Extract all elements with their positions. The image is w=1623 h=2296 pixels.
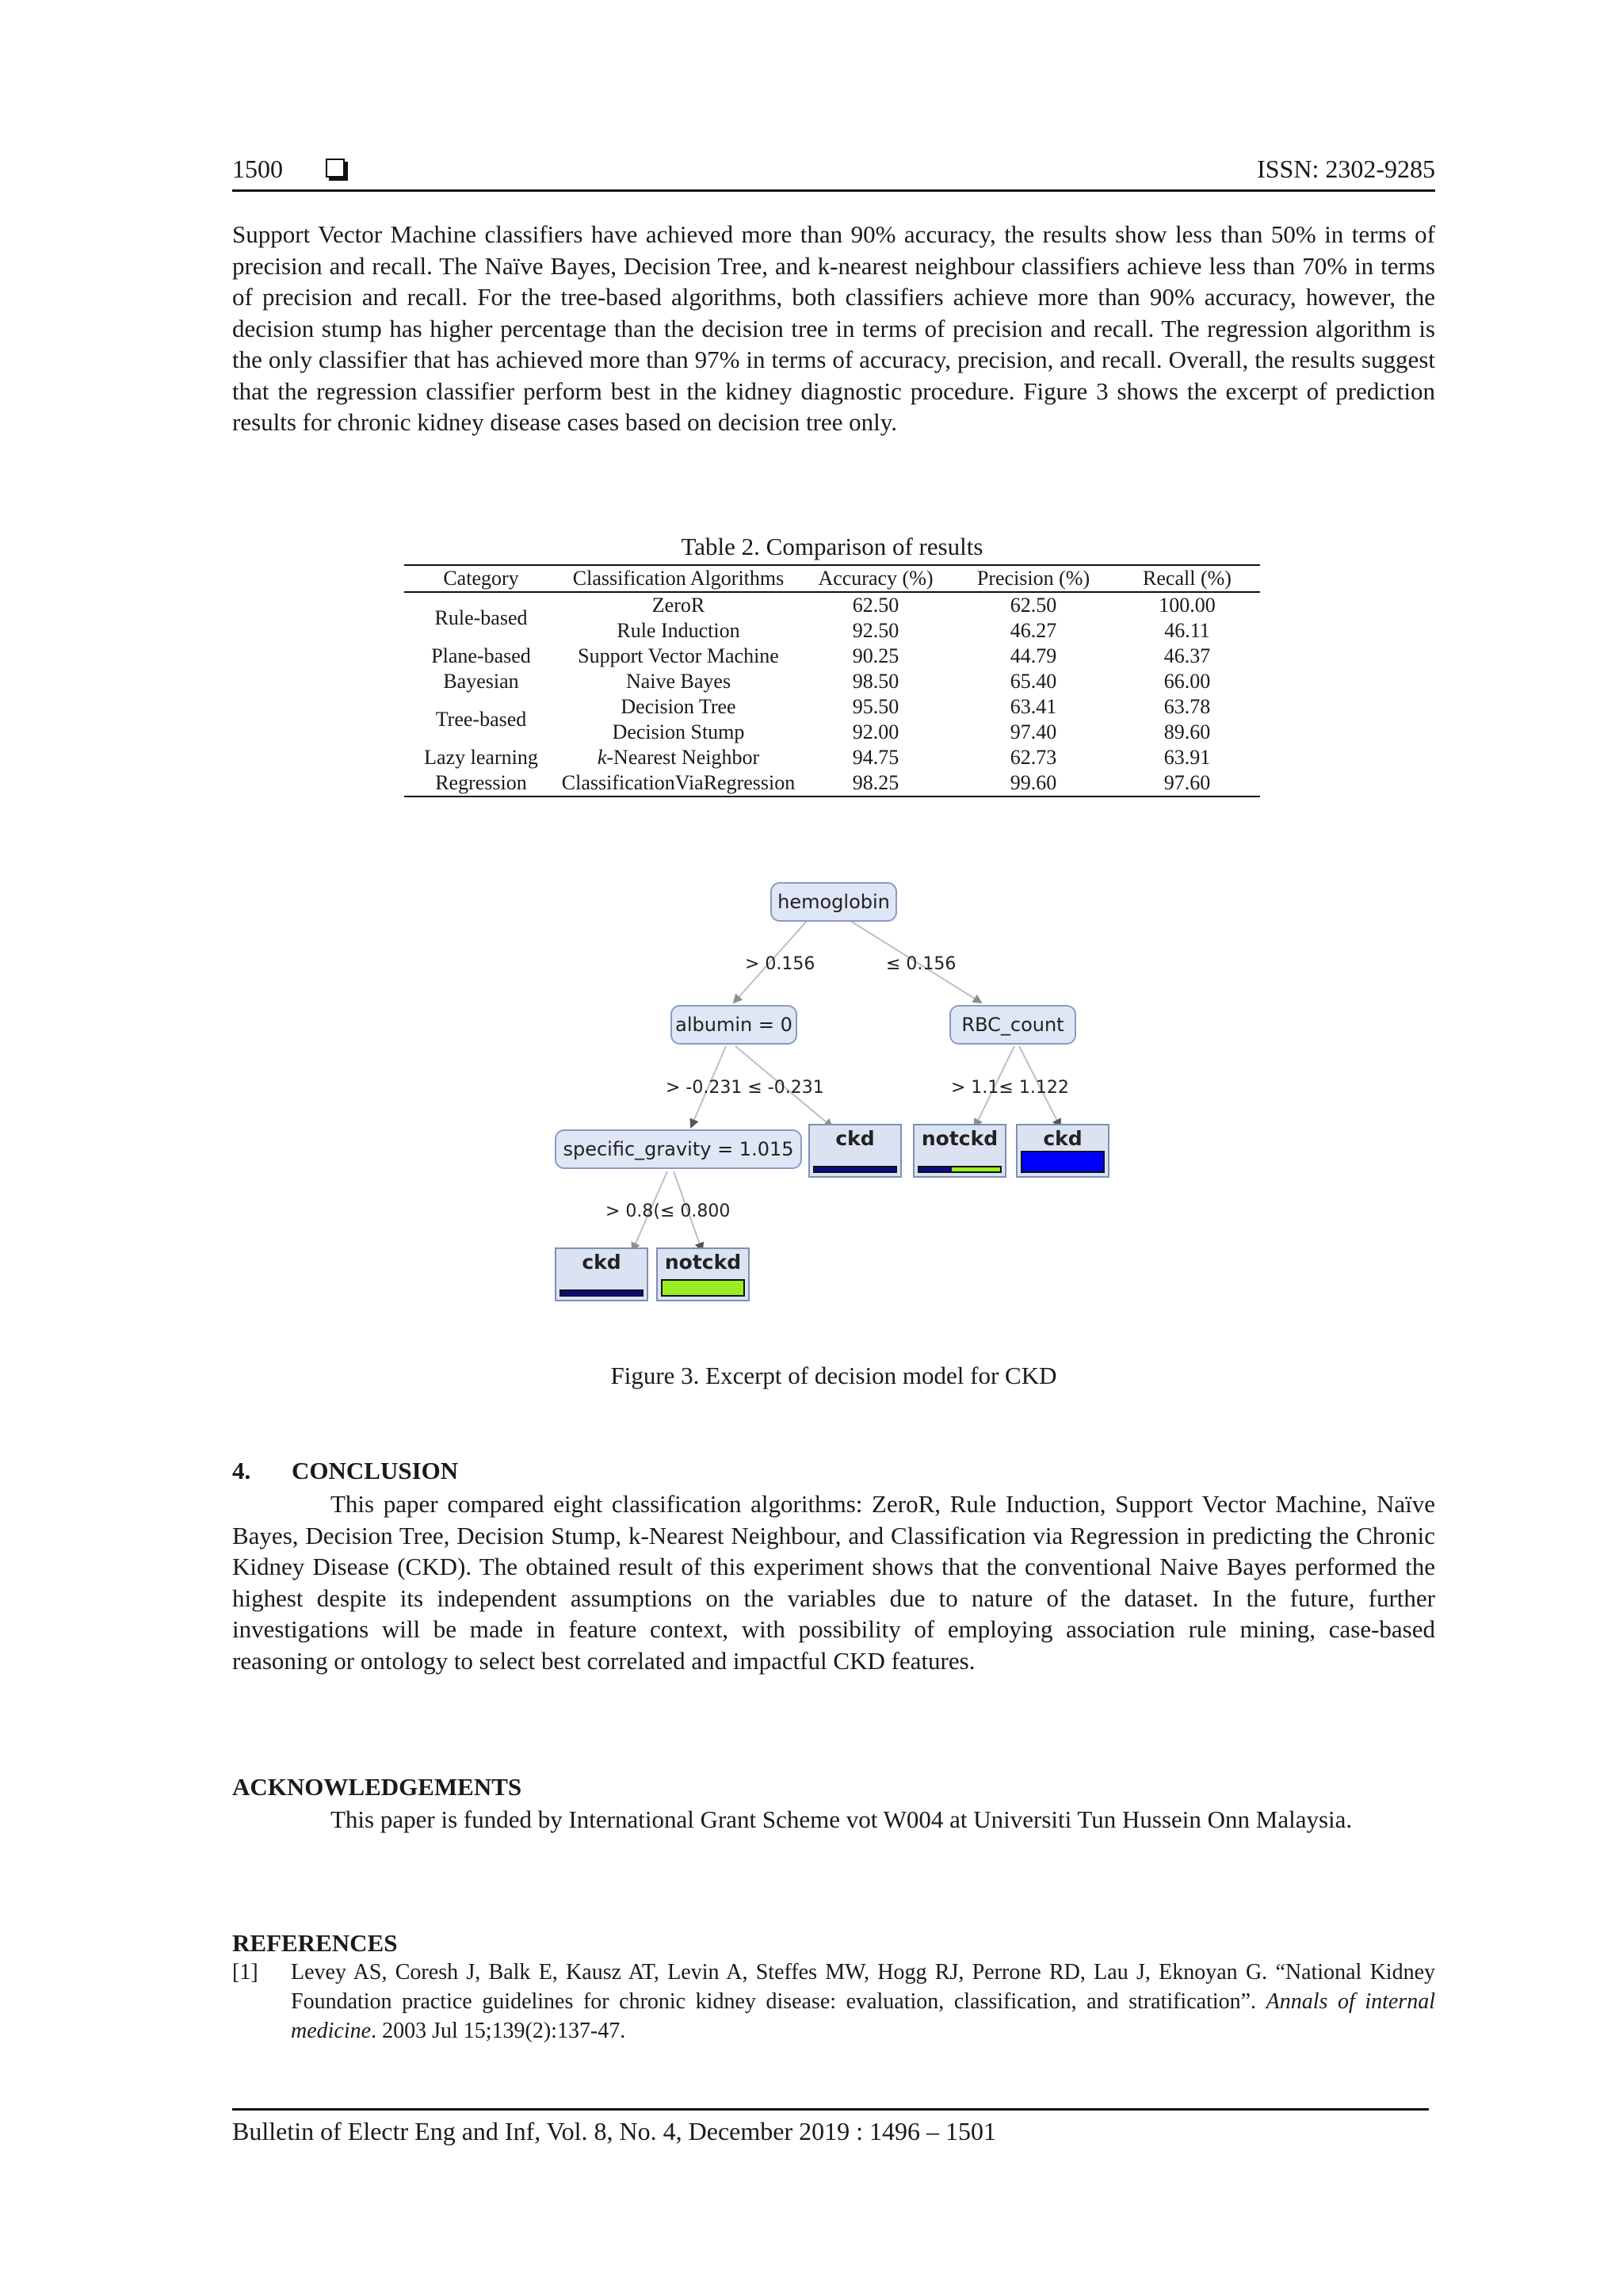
algorithm-cell: Rule Induction: [617, 619, 740, 642]
header-algorithms: Classification Algorithms: [558, 565, 799, 592]
edge-label-rbc: > 1.1≤ 1.122: [951, 1078, 1069, 1098]
tree-node-hemoglobin: hemoglobin: [770, 882, 897, 922]
recall-cell: 46.37: [1163, 644, 1211, 667]
acknowledgements-paragraph: This paper is funded by International Grant Scheme vot W004 at Universiti Tun Hussein Onn Malaysia.: [330, 1805, 1353, 1833]
precision-cell: 44.79: [1010, 644, 1057, 667]
section-number: 4.: [232, 1457, 251, 1484]
algorithm-cell: Decision Tree: [621, 695, 736, 718]
reference-tail: . 2003 Jul 15;139(2):137-47.: [371, 2019, 626, 2043]
results-table: [404, 564, 1260, 797]
precision-cell: 63.41: [1010, 695, 1057, 718]
header-precision: Precision (%): [953, 565, 1114, 592]
reference-text: [291, 1958, 1435, 2046]
algorithm-cell: Support Vector Machine: [578, 644, 779, 667]
reference-authors-title: Levey AS, Coresh J, Balk E, Kausz AT, Levin A, Steffes MW, Hogg RJ, Perrone RD, Lau J, Eknoyan G. “National Kidney Foundation practice guidelines for chronic kidney disease: evaluation, classification, and stratification”.: [291, 1960, 1435, 2014]
checkbox-ornament-icon: [326, 159, 345, 178]
algorithm-cell: ClassificationViaRegression: [558, 770, 799, 797]
leaf-bar: [559, 1289, 643, 1297]
edge-label-root-right: ≤ 0.156: [886, 954, 957, 974]
table-row: [404, 592, 1260, 618]
accuracy-cell: 98.25: [799, 770, 953, 797]
table-header-row: [404, 565, 1260, 592]
header-recall: Recall (%): [1114, 565, 1260, 592]
header-accuracy: Accuracy (%): [799, 565, 953, 592]
leaf-label: ckd: [582, 1251, 621, 1274]
tree-node-rbc-count: RBC_count: [949, 1005, 1076, 1045]
leaf-label: ckd: [835, 1127, 875, 1150]
header-category: Category: [404, 565, 558, 592]
category-cell: Lazy learning: [424, 746, 538, 769]
algorithm-cell: [558, 745, 799, 770]
leaf-notckd: [913, 1124, 1006, 1178]
reference-item: [232, 1958, 1435, 2046]
tree-node-specific-gravity: specific_gravity = 1.015: [555, 1129, 802, 1169]
category-cell: Bayesian: [443, 670, 519, 693]
algorithm-name: -Nearest Neighbor: [606, 746, 760, 769]
page-number: 1500: [232, 155, 283, 183]
recall-cell: 66.00: [1163, 670, 1211, 693]
leaf-label: ckd: [1043, 1127, 1083, 1150]
recall-cell: 97.60: [1114, 770, 1260, 797]
algorithm-cell: Decision Stump: [612, 720, 745, 743]
recall-cell: 63.91: [1163, 746, 1211, 769]
leaf-ckd: [555, 1247, 648, 1301]
accuracy-cell: 94.75: [852, 746, 899, 769]
conclusion-paragraph: This paper compared eight classification algorithms: ZeroR, Rule Induction, Support Vector Machine, Naïve Bayes, Decision Tree, Decision Stump, k-Nearest Neighbour, and Classification via Regression in predicting the Chronic Kidney Disease (CKD). The obtained result of this experiment shows that the conventional Naive Bayes performed the highest despite its independent assumptions on the variables due to nature of the dataset. In the future, further investigations will be made in feature context, with possibility of employing association rule mining, case-based reasoning or ontology to select best correlated and impactful CKD features.: [232, 1490, 1435, 1675]
accuracy-cell: 92.00: [852, 720, 899, 743]
edge-label-sg: > 0.8(≤ 0.800: [605, 1201, 731, 1221]
references-heading: REFERENCES: [232, 1929, 398, 1957]
acknowledgements-heading: ACKNOWLEDGEMENTS: [232, 1773, 522, 1801]
accuracy-cell: 92.50: [852, 619, 899, 642]
leaf-bar: [661, 1279, 745, 1297]
table-row: [404, 745, 1260, 770]
reference-number: [1]: [232, 1960, 258, 1985]
precision-cell: 62.73: [1010, 746, 1057, 769]
leaf-bar: [813, 1166, 897, 1173]
leaf-ckd: [1016, 1124, 1109, 1178]
header-rule: [232, 189, 1435, 192]
accuracy-cell: 98.50: [852, 670, 899, 693]
precision-cell: 62.50: [1010, 594, 1057, 617]
precision-cell: 46.27: [1010, 619, 1057, 642]
page-header: [232, 151, 1435, 192]
intro-paragraph: Support Vector Machine classifiers have achieved more than 90% accuracy, the results show less than 50% in terms of precision and recall. The Naïve Bayes, Decision Tree, and k-nearest neighbour classifiers achieve less than 70% in terms of precision and recall. For the tree-based algorithms, both classifiers achieve more than 90% accuracy, however, the decision stump has higher percentage than the decision tree in terms of precision and recall. The regression algorithm is the only classifier that has achieved more than 97% in terms of accuracy, precision, and recall. Overall, the results suggest that the regression classifier perform best in the kidney diagnostic procedure. Figure 3 shows the excerpt of prediction results for chronic kidney disease cases based on decision tree only.: [232, 220, 1435, 436]
accuracy-cell: 95.50: [852, 695, 899, 718]
edge-label-albumin: > -0.231 ≤ -0.231: [666, 1078, 824, 1098]
recall-cell: 63.78: [1163, 695, 1211, 718]
category-cell: Plane-based: [431, 644, 531, 667]
algorithm-cell: Naive Bayes: [625, 670, 731, 693]
category-cell: Tree-based: [435, 708, 527, 731]
accuracy-cell: 62.50: [852, 594, 899, 617]
table-row: [404, 644, 1260, 669]
leaf-bar: [918, 1166, 1002, 1173]
algorithm-k: k: [597, 746, 607, 769]
reference-journal: Annals of internal medicine: [291, 1989, 1435, 2043]
tree-node-albumin: albumin = 0: [670, 1005, 797, 1045]
leaf-label: notckd: [921, 1127, 999, 1150]
precision-cell: 65.40: [1010, 670, 1057, 693]
issn: ISSN: 2302-9285: [1257, 155, 1435, 183]
category-cell: Rule-based: [434, 606, 528, 629]
recall-cell: 46.11: [1164, 619, 1210, 642]
precision-cell: 97.40: [1010, 720, 1057, 743]
leaf-ckd: [808, 1124, 902, 1178]
precision-cell: 99.60: [953, 770, 1114, 797]
figure-caption: Figure 3. Excerpt of decision model for CKD: [610, 1362, 1057, 1389]
edge-label-root-left: > 0.156: [745, 954, 815, 974]
leaf-bar: [1021, 1151, 1105, 1173]
leaf-notckd: [656, 1247, 750, 1301]
recall-cell: 89.60: [1163, 720, 1211, 743]
conclusion-heading: [232, 1457, 458, 1485]
category-cell: Regression: [404, 770, 558, 797]
section-title: CONCLUSION: [292, 1457, 459, 1484]
recall-cell: 100.00: [1159, 594, 1216, 617]
table-row: [404, 694, 1260, 720]
table-caption: Table 2. Comparison of results: [681, 533, 983, 560]
page-footer: Bulletin of Electr Eng and Inf, Vol. 8, No. 4, December 2019 : 1496 – 1501: [232, 2108, 1429, 2146]
algorithm-cell: ZeroR: [651, 594, 705, 617]
leaf-label: notckd: [664, 1251, 742, 1274]
table-row: [404, 669, 1260, 694]
table-row: [404, 770, 1260, 797]
decision-tree-figure: [547, 872, 1117, 1308]
accuracy-cell: 90.25: [852, 644, 899, 667]
